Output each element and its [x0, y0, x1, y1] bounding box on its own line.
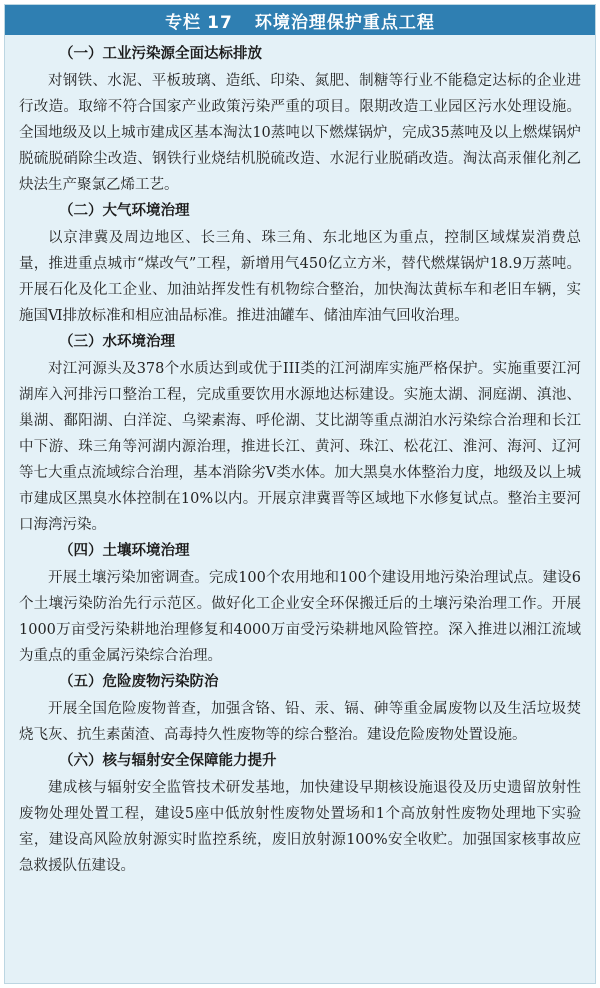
section-body: 建成核与辐射安全监管技术研发基地，加快建设早期核设施退役及历史遗留放射性废物处理处置工程，建设5座中低放射性废物处置场和1个高放射性废物处理地下实验室，建设高风险放射源实时监控系统，废旧放射源100%安全收贮。加强国家核事故应急救援队伍建设。 [19, 780, 581, 874]
section-air [19, 198, 581, 329]
section-body: 对江河源头及378个水质达到或优于III类的江河湖库实施严格保护。实施重要江河湖库入河排污口整治工程，完成重要饮用水源地达标建设。实施太湖、洞庭湖、滇池、巢湖、鄱阳湖、白洋淀、乌梁素海、呼伦湖、艾比湖等重点湖泊水污染综合治理和长江中下游、珠三角等河湖内源治理，推进长江、黄河、珠江、松花江、淮河、海河、辽河等七大重点流域综合治理，基本消除劣Ⅴ类水体。加大黑臭水体整治力度，地级及以上城市建成区黑臭水体控制在10%以内。开展京津冀晋等区域地下水修复试点。整治主要河口海湾污染。 [19, 361, 581, 533]
section-heading: （五）危险废物污染防治 [59, 674, 219, 690]
box-label: 专栏 [165, 12, 202, 33]
section-hazardous-waste [19, 669, 581, 748]
section-heading: （一）工业污染源全面达标排放 [59, 46, 262, 62]
section-body: 开展土壤污染加密调查。完成100个农用地和100个建设用地污染治理试点。建设6个土壤污染防治先行示范区。做好化工企业安全环保搬迁后的土壤污染治理工作。开展1000万亩受污染耕地治理修复和4000万亩受污染耕地风险管控。深入推进以湘江流域为重点的重金属污染综合治理。 [19, 570, 581, 664]
section-nuclear-safety [19, 748, 581, 879]
box-content [5, 35, 595, 879]
section-body: 开展全国危险废物普查，加强含铬、铅、汞、镉、砷等重金属废物以及生活垃圾焚烧飞灰、抗生素菌渣、高毒持久性废物等的综合整治。建设危险废物处置设施。 [19, 701, 581, 743]
box-title: 环境治理保护重点工程 [254, 12, 435, 33]
section-heading: （三）水环境治理 [59, 334, 175, 350]
section-body: 以京津冀及周边地区、长三角、珠三角、东北地区为重点，控制区域煤炭消费总量，推进重点城市“煤改气”工程，新增用气450亿立方米，替代燃煤锅炉18.9万蒸吨。开展石化及化工企业、加油站挥发性有机物综合整治，加快淘汰黄标车和老旧车辆，实施国Ⅵ排放标准和相应油品标准。推进油罐车、储油库油气回收治理。 [19, 230, 581, 324]
section-heading: （二）大气环境治理 [59, 203, 190, 219]
box-title-bar [5, 5, 595, 35]
section-body: 对钢铁、水泥、平板玻璃、造纸、印染、氮肥、制糖等行业不能稳定达标的企业进行改造。取缔不符合国家产业政策污染严重的项目。限期改造工业园区污水处理设施。全国地级及以上城市建成区基本淘汰10蒸吨以下燃煤锅炉，完成35蒸吨及以上燃煤锅炉脱硫脱硝除尘改造、钢铁行业烧结机脱硫改造、水泥行业脱硝改造。淘汰高汞催化剂乙炔法生产聚氯乙烯工艺。 [19, 73, 581, 193]
section-water [19, 329, 581, 538]
box-number: 17 [207, 12, 233, 33]
section-heading: （六）核与辐射安全保障能力提升 [59, 753, 277, 769]
column-box [4, 4, 596, 984]
box-number-label [165, 8, 233, 33]
section-soil [19, 538, 581, 669]
section-industrial [19, 41, 581, 198]
section-heading: （四）土壤环境治理 [59, 543, 190, 559]
